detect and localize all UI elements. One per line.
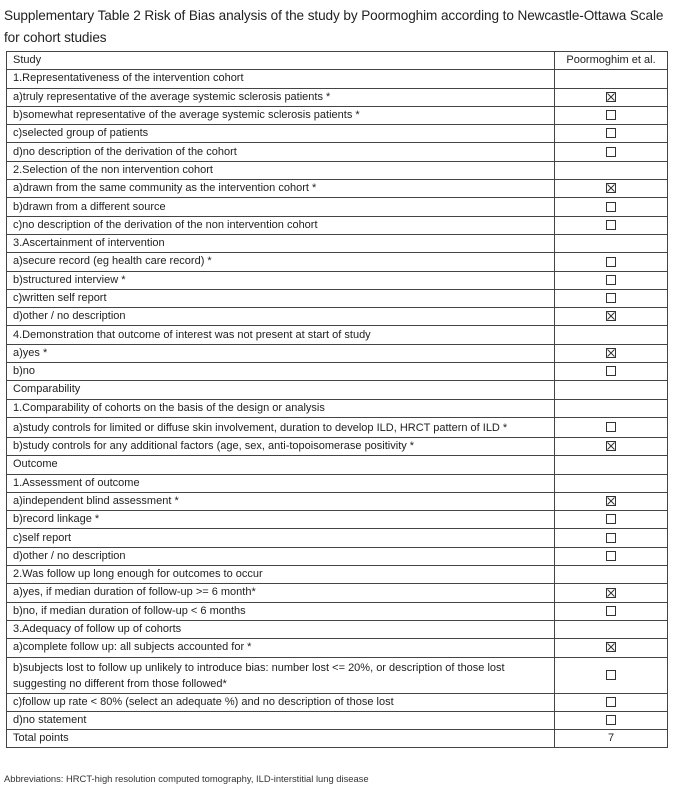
table-row (7, 657, 668, 693)
row-criterion: b)no (7, 363, 555, 381)
row-assessment (555, 106, 668, 124)
table-row (7, 437, 668, 455)
row-assessment (555, 70, 668, 88)
empty-box-icon (606, 670, 616, 680)
row-assessment (555, 417, 668, 437)
row-criterion: Outcome (7, 456, 555, 474)
row-criterion: a)yes, if median duration of follow-up >= 6 month* (7, 584, 555, 602)
table-row (7, 693, 668, 711)
empty-box-icon (606, 366, 616, 376)
row-criterion: 1.Representativeness of the intervention cohort (7, 70, 555, 88)
empty-box-icon (606, 293, 616, 303)
caption-label: Supplementary Table 2 (4, 8, 141, 23)
table-row (7, 216, 668, 234)
table-row (7, 456, 668, 474)
risk-of-bias-table (6, 51, 668, 748)
row-criterion: a)drawn from the same community as the intervention cohort * (7, 180, 555, 198)
caption-text: Risk of Bias analysis of the study by Poormoghim according to Newcastle-Ottawa Scale for cohort studies (4, 8, 664, 45)
row-assessment (555, 584, 668, 602)
table-caption (4, 5, 672, 49)
row-assessment (555, 234, 668, 252)
empty-box-icon (606, 422, 616, 432)
table-row (7, 602, 668, 620)
footnote-abbreviations: Abbreviations: HRCT-high resolution computed tomography, ILD-interstitial lung disease (4, 773, 369, 784)
row-assessment (555, 602, 668, 620)
table-row (7, 289, 668, 307)
checked-box-icon (606, 496, 616, 506)
row-assessment (555, 308, 668, 326)
row-criterion: c)follow up rate < 80% (select an adequate %) and no description of those lost (7, 693, 555, 711)
cross-mark-icon (607, 184, 615, 192)
empty-box-icon (606, 147, 616, 157)
row-criterion: d)no description of the derivation of the cohort (7, 143, 555, 161)
row-criterion: 1.Assessment of outcome (7, 474, 555, 492)
row-criterion: 3.Adequacy of follow up of cohorts (7, 620, 555, 638)
row-assessment (555, 125, 668, 143)
table-row (7, 308, 668, 326)
row-criterion: b)structured interview * (7, 271, 555, 289)
row-criterion: 1.Comparability of cohorts on the basis of the design or analysis (7, 399, 555, 417)
checked-box-icon (606, 92, 616, 102)
table-header-row (7, 52, 668, 70)
row-assessment (555, 693, 668, 711)
table-row (7, 417, 668, 437)
cross-mark-icon (607, 349, 615, 357)
cross-mark-icon (607, 643, 615, 651)
row-assessment (555, 271, 668, 289)
empty-box-icon (606, 514, 616, 524)
cross-mark-icon (607, 497, 615, 505)
row-assessment (555, 639, 668, 657)
row-criterion: c)self report (7, 529, 555, 547)
table-row (7, 234, 668, 252)
row-criterion: Total points (7, 730, 555, 748)
row-assessment (555, 456, 668, 474)
checked-box-icon (606, 642, 616, 652)
table-row (7, 620, 668, 638)
empty-box-icon (606, 128, 616, 138)
row-assessment (555, 399, 668, 417)
row-assessment (555, 143, 668, 161)
table-row (7, 399, 668, 417)
table-row (7, 271, 668, 289)
checked-box-icon (606, 183, 616, 193)
row-criterion: b)study controls for any additional factors (age, sex, anti-topoisomerase positivity * (7, 437, 555, 455)
table-row (7, 143, 668, 161)
empty-box-icon (606, 220, 616, 230)
table-row (7, 474, 668, 492)
row-assessment (555, 198, 668, 216)
row-criterion: 3.Ascertainment of intervention (7, 234, 555, 252)
checked-box-icon (606, 441, 616, 451)
row-assessment (555, 566, 668, 584)
row-criterion: 2.Selection of the non intervention cohort (7, 161, 555, 179)
table-row (7, 730, 668, 748)
table-row (7, 492, 668, 510)
row-assessment (555, 474, 668, 492)
row-assessment (555, 253, 668, 271)
row-criterion: d)other / no description (7, 308, 555, 326)
empty-box-icon (606, 275, 616, 285)
table-row (7, 363, 668, 381)
header-study: Study (7, 52, 555, 70)
table-row (7, 584, 668, 602)
row-criterion: b)record linkage * (7, 511, 555, 529)
header-poormoghim: Poormoghim et al. (555, 52, 668, 70)
empty-box-icon (606, 697, 616, 707)
empty-box-icon (606, 551, 616, 561)
row-criterion: a)secure record (eg health care record) * (7, 253, 555, 271)
cross-mark-icon (607, 93, 615, 101)
row-assessment (555, 180, 668, 198)
row-assessment (555, 547, 668, 565)
checked-box-icon (606, 311, 616, 321)
table-row (7, 381, 668, 399)
table-row (7, 70, 668, 88)
row-assessment (555, 381, 668, 399)
table-row (7, 180, 668, 198)
row-criterion: b)somewhat representative of the average systemic sclerosis patients * (7, 106, 555, 124)
table-row (7, 125, 668, 143)
row-criterion: Comparability (7, 381, 555, 399)
table-row (7, 511, 668, 529)
table-row (7, 547, 668, 565)
row-assessment (555, 620, 668, 638)
row-assessment (555, 711, 668, 729)
empty-box-icon (606, 202, 616, 212)
row-criterion: b)no, if median duration of follow-up < 6 months (7, 602, 555, 620)
row-criterion: c)written self report (7, 289, 555, 307)
table-row (7, 326, 668, 344)
row-criterion: a)yes * (7, 344, 555, 362)
row-assessment (555, 657, 668, 693)
row-assessment (555, 437, 668, 455)
row-assessment (555, 161, 668, 179)
cross-mark-icon (607, 589, 615, 597)
table-row (7, 566, 668, 584)
row-criterion: d)no statement (7, 711, 555, 729)
empty-box-icon (606, 533, 616, 543)
table-row (7, 106, 668, 124)
row-criterion: d)other / no description (7, 547, 555, 565)
row-criterion: b)subjects lost to follow up unlikely to introduce bias: number lost <= 20%, or description of those lost suggesting no different from those followed* (7, 657, 555, 693)
row-criterion: b)drawn from a different source (7, 198, 555, 216)
row-assessment (555, 88, 668, 106)
checked-box-icon (606, 588, 616, 598)
table-row (7, 198, 668, 216)
row-criterion: a)truly representative of the average systemic sclerosis patients * (7, 88, 555, 106)
empty-box-icon (606, 715, 616, 725)
row-assessment (555, 344, 668, 362)
row-assessment (555, 216, 668, 234)
checked-box-icon (606, 348, 616, 358)
row-criterion: 2.Was follow up long enough for outcomes to occur (7, 566, 555, 584)
row-assessment (555, 289, 668, 307)
table-row (7, 161, 668, 179)
row-assessment (555, 529, 668, 547)
row-assessment (555, 363, 668, 381)
row-assessment (555, 326, 668, 344)
empty-box-icon (606, 257, 616, 267)
row-criterion: c)no description of the derivation of the non intervention cohort (7, 216, 555, 234)
row-assessment: 7 (555, 730, 668, 748)
table-row (7, 529, 668, 547)
table-row (7, 253, 668, 271)
cross-mark-icon (607, 442, 615, 450)
empty-box-icon (606, 110, 616, 120)
row-criterion: c)selected group of patients (7, 125, 555, 143)
row-criterion: 4.Demonstration that outcome of interest was not present at start of study (7, 326, 555, 344)
table-row (7, 711, 668, 729)
table-row (7, 639, 668, 657)
empty-box-icon (606, 606, 616, 616)
row-assessment (555, 492, 668, 510)
table-row (7, 88, 668, 106)
cross-mark-icon (607, 312, 615, 320)
row-assessment (555, 511, 668, 529)
row-criterion: a)complete follow up: all subjects accounted for * (7, 639, 555, 657)
row-criterion: a)independent blind assessment * (7, 492, 555, 510)
row-criterion: a)study controls for limited or diffuse skin involvement, duration to develop ILD, HRCT pattern of ILD * (7, 417, 555, 437)
table-row (7, 344, 668, 362)
